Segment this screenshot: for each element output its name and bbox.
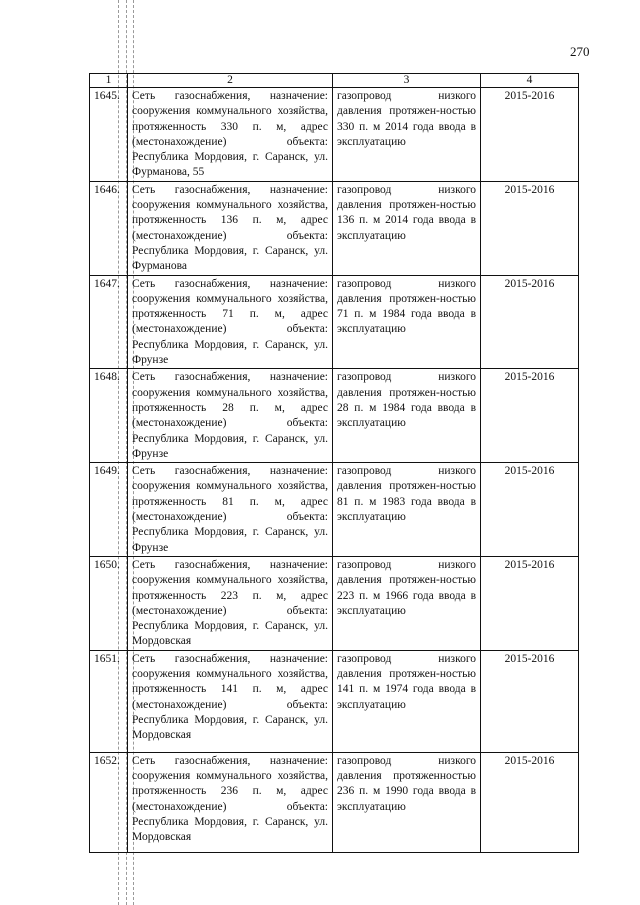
column-header: 2 [128,74,333,88]
table-row [90,181,579,275]
period: 2015-2016 [481,556,579,650]
object-description: Сеть газоснабжения, назначение: сооружения коммунального хозяйства, протяженность 71 п. м, адрес (местонахождение) объекта: Республика Мордовия, г. Саранск, ул. Фрунзе [128,275,333,369]
period: 2015-2016 [481,275,579,369]
object-kind: газопровод низкого давления протяжен-ностью 141 п. м 1974 года ввода в эксплуатацию [333,650,481,752]
register-table [89,73,579,853]
object-kind: газопровод низкого давления протяжен-ностью 81 п. м 1983 года ввода в эксплуатацию [333,463,481,557]
object-description: Сеть газоснабжения, назначение: сооружения коммунального хозяйства, протяженность 81 п. м, адрес (местонахождение) объекта: Республика Мордовия, г. Саранск, ул. Фрунзе [128,463,333,557]
object-kind: газопровод низкого давления протяжен-ностью 330 п. м 2014 года ввода в эксплуатацию [333,88,481,182]
object-description: Сеть газоснабжения, назначение: сооружения коммунального хозяйства, протяженность 141 п. м, адрес (местонахождение) объекта: Республика Мордовия, г. Саранск, ул. Мордовская [128,650,333,752]
row-number: 1652. [90,752,128,852]
object-kind: газопровод низкого давления протяжен-ностью 71 п. м 1984 года ввода в эксплуатацию [333,275,481,369]
period: 2015-2016 [481,463,579,557]
object-kind: газопровод низкого давления протяжен-ностью 28 п. м 1984 года ввода в эксплуатацию [333,369,481,463]
row-number: 1649. [90,463,128,557]
row-number: 1648. [90,369,128,463]
object-kind: газопровод низкого давления протяженностью 236 п. м 1990 года ввода в эксплуатацию [333,752,481,852]
table-header-row [90,74,579,88]
table-row [90,369,579,463]
column-header: 3 [333,74,481,88]
row-number: 1645. [90,88,128,182]
table-row [90,88,579,182]
row-number: 1650. [90,556,128,650]
table-row [90,556,579,650]
object-kind: газопровод низкого давления протяжен-ностью 223 п. м 1966 года ввода в эксплуатацию [333,556,481,650]
column-header: 4 [481,74,579,88]
object-description: Сеть газоснабжения, назначение: сооружения коммунального хозяйства, протяженность 136 п. м, адрес (местонахождение) объекта: Республика Мордовия, г. Саранск, ул. Фурманова [128,181,333,275]
object-description: Сеть газоснабжения, назначение: сооружения коммунального хозяйства, протяженность 28 п. м, адрес (местонахождение) объекта: Республика Мордовия, г. Саранск, ул. Фрунзе [128,369,333,463]
table-row [90,752,579,852]
row-number: 1651. [90,650,128,752]
object-description: Сеть газоснабжения, назначение: сооружения коммунального хозяйства, протяженность 330 п. м, адрес (местонахождение) объекта: Республика Мордовия, г. Саранск, ул. Фурманова, 55 [128,88,333,182]
period: 2015-2016 [481,752,579,852]
row-number: 1647. [90,275,128,369]
object-description: Сеть газоснабжения, назначение: сооружения коммунального хозяйства, протяженность 223 п. м, адрес (местонахождение) объекта: Республика Мордовия, г. Саранск, ул. Мордовская [128,556,333,650]
column-header: 1 [90,74,128,88]
row-number: 1646. [90,181,128,275]
table-row [90,463,579,557]
period: 2015-2016 [481,650,579,752]
period: 2015-2016 [481,88,579,182]
period: 2015-2016 [481,369,579,463]
object-description: Сеть газоснабжения, назначение: сооружения коммунального хозяйства, протяженность 236 п. м, адрес (местонахождение) объекта: Республика Мордовия, г. Саранск, ул. Мордовская [128,752,333,852]
table-row [90,275,579,369]
object-kind: газопровод низкого давления протяжен-ностью 136 п. м 2014 года ввода в эксплуатацию [333,181,481,275]
table-row [90,650,579,752]
period: 2015-2016 [481,181,579,275]
page-number: 270 [570,44,590,59]
